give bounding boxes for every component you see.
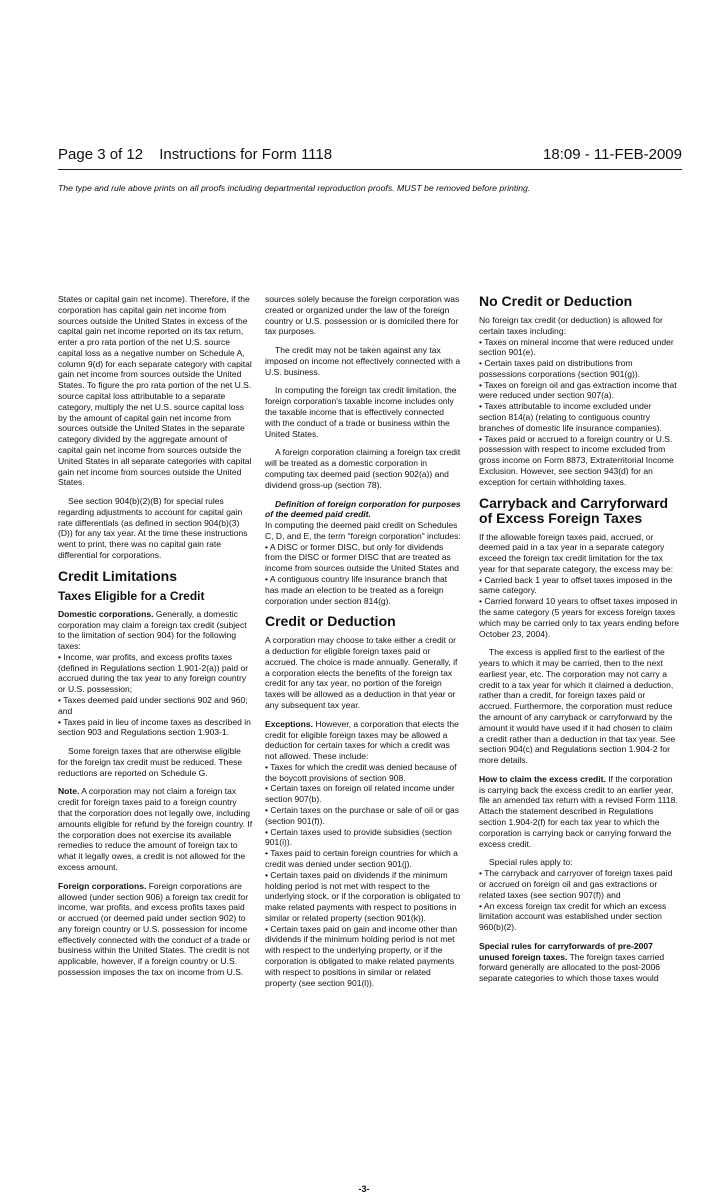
bullet-item: • Certain taxes on the purchase or sale of oil or gas (section 901(f)). — [265, 805, 459, 826]
bullet-item: • Taxes deemed paid under sections 902 and 960; and — [58, 695, 248, 716]
bullet-item: • Carried forward 10 years to offset taxes imposed in the same category (5 years for excess foreign taxes which may be carried only to tax years ending before October 23, 2004). — [479, 596, 680, 639]
header-rule — [58, 169, 682, 170]
paragraph: In computing the deemed paid credit on Schedules C, D, and E, the term “foreign corporation” includes: — [265, 520, 461, 541]
run-in-heading: How to claim the excess credit. — [479, 773, 606, 784]
paragraph: The excess is applied first to the earliest of the years to which it may be carried, then to the next earliest year, etc. The corporation may not carry a credit to a tax year for which it claimed a deduction, rather than a credit, for foreign taxes paid or accrued. Furthermore, the corporation must reduce the amount of any carryback or carryforward by the amount it would have used if it had chosen to claim a credit rather than a deduction in that tax year. See section 904(c) and Regulations section 1.904-2 for more details. — [479, 647, 676, 766]
paragraph: States or capital gain net income). Therefore, if the corporation has capital gain net income from sources outside the United States in excess of the capital gain net income reported on its tax return, enter a pro rata portion of the net U.S. source capital loss as a negative number on Schedule A, column 9(d) for each separate category with capital gain net income from sources outside the United States. To figure the pro rata portion of the net U.S. source capital loss attributable to a separate category, multiply the net U.S. source capital loss by the amount of capital gain net income from sources outside the United States in the separate category divided by the aggregate amount of capital gain net income from sources outside the United States in all separate categories with capital gain net income from sources outside the United States. — [58, 294, 252, 488]
paragraph — [265, 719, 461, 762]
section-heading-credit-or-deduction: Credit or Deduction — [265, 613, 396, 630]
bullet-item: • Taxes paid to certain foreign countries for which a credit was denied under section 901(j). — [265, 848, 458, 869]
form-title: Instructions for Form 1118 — [159, 146, 333, 163]
column-3 — [479, 294, 679, 992]
definition-heading: Definition of foreign corporation for purposes of the deemed paid credit. — [265, 498, 461, 520]
paragraph — [479, 774, 679, 849]
proof-header — [58, 146, 682, 164]
paragraph — [58, 786, 253, 872]
run-in-text: If the corporation is carrying back the excess credit to an earlier year, file an amended tax return with a revised Form 1118. Attach the statement described in Regulations section 1.904-2(f) for each tax year to which the corporation is carrying back or carrying forward the excess credit. — [479, 773, 678, 849]
bullet-item: • Carried back 1 year to offset taxes imposed in the same category. — [479, 574, 673, 596]
page-number: -3- — [358, 1184, 370, 1194]
paragraph — [479, 941, 679, 984]
paragraph: A foreign corporation claiming a foreign tax credit will be treated as a domestic corporation in computing tax deemed paid (section 902(a)) and dividend gross-up (section 78). — [265, 447, 461, 490]
section-heading-no-credit: No Credit or Deduction — [479, 293, 633, 309]
run-in-text: Generally, a domestic corporation may claim a foreign tax credit (subject to the limitation of section 904) for the following taxes: — [58, 608, 247, 652]
bullet-item: • Taxes paid in lieu of income taxes as described in section 903 and Regulations section 1.903-1. — [58, 716, 251, 738]
run-in-heading: Special rules for carryforwards of pre-2007 unused foreign taxes. — [479, 940, 653, 962]
proof-timestamp: 18:09 - 11-FEB-2009 — [543, 146, 682, 163]
bullet-item: • Certain taxes paid on distributions from possessions corporations (section 901(g)). — [479, 358, 641, 379]
paragraph — [58, 881, 253, 978]
run-in-text: Foreign corporations are allowed (under section 906) a foreign tax credit for income, war profits, and excess profits taxes paid or accrued (or deemed paid under section 902) to any foreign country or U.S. possession for income effectively connected with the conduct of a trade or business within the United States. The credit is not applicable, however, if a foreign country or U.S. possession imposes the tax on income from U.S. — [58, 880, 251, 977]
bullet-item: • Taxes attributable to income excluded under section 814(a) (relating to contiguous country branches of domestic life insurance companies). — [479, 401, 662, 433]
bullet-item: • Certain taxes on foreign oil related income under section 907(b). — [265, 783, 455, 805]
bullet-item: • Certain taxes paid on gain and income other than dividends if the minimum holding period is not met with respect to the underlying property, or if the corporation is obligated to make related payments with respect to positions in similar or related property (see section 901(l)). — [265, 923, 458, 988]
proof-note: The type and rule above prints on all proofs including departmental reproduction proofs. MUST be removed before printing. — [58, 183, 531, 193]
paragraph: See section 904(b)(2)(B) for special rules regarding adjustments to account for capital gain rate differentials (as defined in section 904(b)(3)(D)) for any tax year. At the time these instructions went to print, there was no capital gain rate differential for corporations. — [58, 496, 248, 560]
note-text: A corporation may not claim a foreign tax credit for foreign taxes paid to a foreign country that the corporation does not legally owe, including amounts eligible for refund by the foreign country. If the corporation does not exercise its available remedies to reduce the amount of foreign tax to what it legally owes, a credit is not allowed for the excess amount. — [58, 786, 253, 872]
section-heading-carryback: Carryback and Carryforward of Excess Foreign Taxes — [479, 494, 669, 526]
bullet-item: • A contiguous country life insurance branch that has made an election to be treated as a foreign corporation under section 814(g). — [265, 573, 448, 606]
run-in-text: The foreign taxes carried forward generally are allocated to the post-2006 separate categories to which those taxes would — [479, 951, 665, 984]
paragraph: No foreign tax credit (or deduction) is allowed for certain taxes including: — [479, 315, 663, 336]
paragraph: sources solely because the foreign corporation was created or organized under the law of the foreign country or U.S. possession or is domiciled there for tax purposes. — [265, 294, 460, 337]
paragraph — [265, 499, 461, 521]
bullet-item: • Certain taxes paid on dividends if the minimum holding period is not met with respect to the underlying stock, or if the corporation is obligated to make related payments with respect to positions in similar or related property (section 901(k)). — [265, 869, 461, 923]
bullet-item: • An excess foreign tax credit for which an excess limitation account was established under section 960(b)(2). — [479, 900, 667, 933]
run-in-heading: Domestic corporations. — [58, 608, 154, 619]
bullet-item: • Certain taxes used to provide subsidies (section 901(i)). — [265, 826, 452, 848]
run-in-text: However, a corporation that elects the credit for eligible foreign taxes may be allowed a deduction for certain taxes for which a credit was not allowed. These include: — [265, 718, 459, 762]
paragraph: The credit may not be taken against any tax imposed on income not effectively connected with a U.S. business. — [265, 345, 461, 377]
paragraph — [58, 609, 253, 652]
subsection-heading-taxes-eligible: Taxes Eligible for a Credit — [58, 588, 205, 603]
run-in-heading: Foreign corporations. — [58, 880, 147, 891]
paragraph: A corporation may choose to take either a credit or a deduction for eligible foreign taxes paid or accrued. The choice is made annually. Generally, if a corporation elects the benefits of the foreign tax credit for any tax year, no portion of the foreign taxes will be allowed as a deduction in that year or any subsequent tax year. — [265, 635, 458, 710]
paragraph: Some foreign taxes that are otherwise eligible for the foreign tax credit must be reduced. These reductions are reported on Schedule G. — [58, 746, 243, 778]
section-heading-credit-limitations: Credit Limitations — [58, 567, 178, 584]
bullet-item: • Income, war profits, and excess profits taxes (defined in Regulations section 1.901-2(a)) paid or accrued during the tax year to any foreign country or U.S. possession; — [58, 651, 249, 695]
bullet-item: • Taxes paid or accrued to a foreign country or U.S. possession with respect to income excluded from gross income on Form 8873, Extraterritorial Income Exclusion. However, see section 943(d) for an exception for certain withholding taxes. — [479, 433, 674, 487]
paragraph: If the allowable foreign taxes paid, accrued, or deemed paid in a tax year in a separate category exceed the foreign tax credit limitation for the tax year for that separate category, the excess may be: — [479, 531, 674, 574]
bullet-item: • A DISC or former DISC, but only for dividends from the DISC or former DISC that are treated as income from sources outside the United States and — [265, 541, 459, 574]
column-1 — [58, 294, 253, 986]
proof-header-left — [58, 146, 344, 164]
run-in-heading: Exceptions. — [265, 718, 313, 729]
paragraph: In computing the foreign tax credit limitation, the foreign corporation's taxable income includes only the taxable income that is effectively connected with the conduct of a trade or business within the United States. — [265, 385, 457, 439]
paragraph: Special rules apply to: — [489, 857, 573, 868]
bullet-item: • The carryback and carryover of foreign taxes paid or accrued on foreign oil and gas extractions or related taxes (see section 907(f)) and — [479, 868, 673, 900]
bullet-item: • Taxes on mineral income that were reduced under section 901(e). — [479, 336, 674, 358]
note-label: Note. — [58, 786, 80, 797]
bullet-item: • Taxes for which the credit was denied because of the boycott provisions of section 908. — [265, 761, 457, 783]
column-2 — [265, 294, 461, 988]
page-indicator: Page 3 of 12 — [58, 146, 144, 163]
bullet-item: • Taxes on foreign oil and gas extraction income that were reduced under section 907(a). — [479, 379, 677, 401]
